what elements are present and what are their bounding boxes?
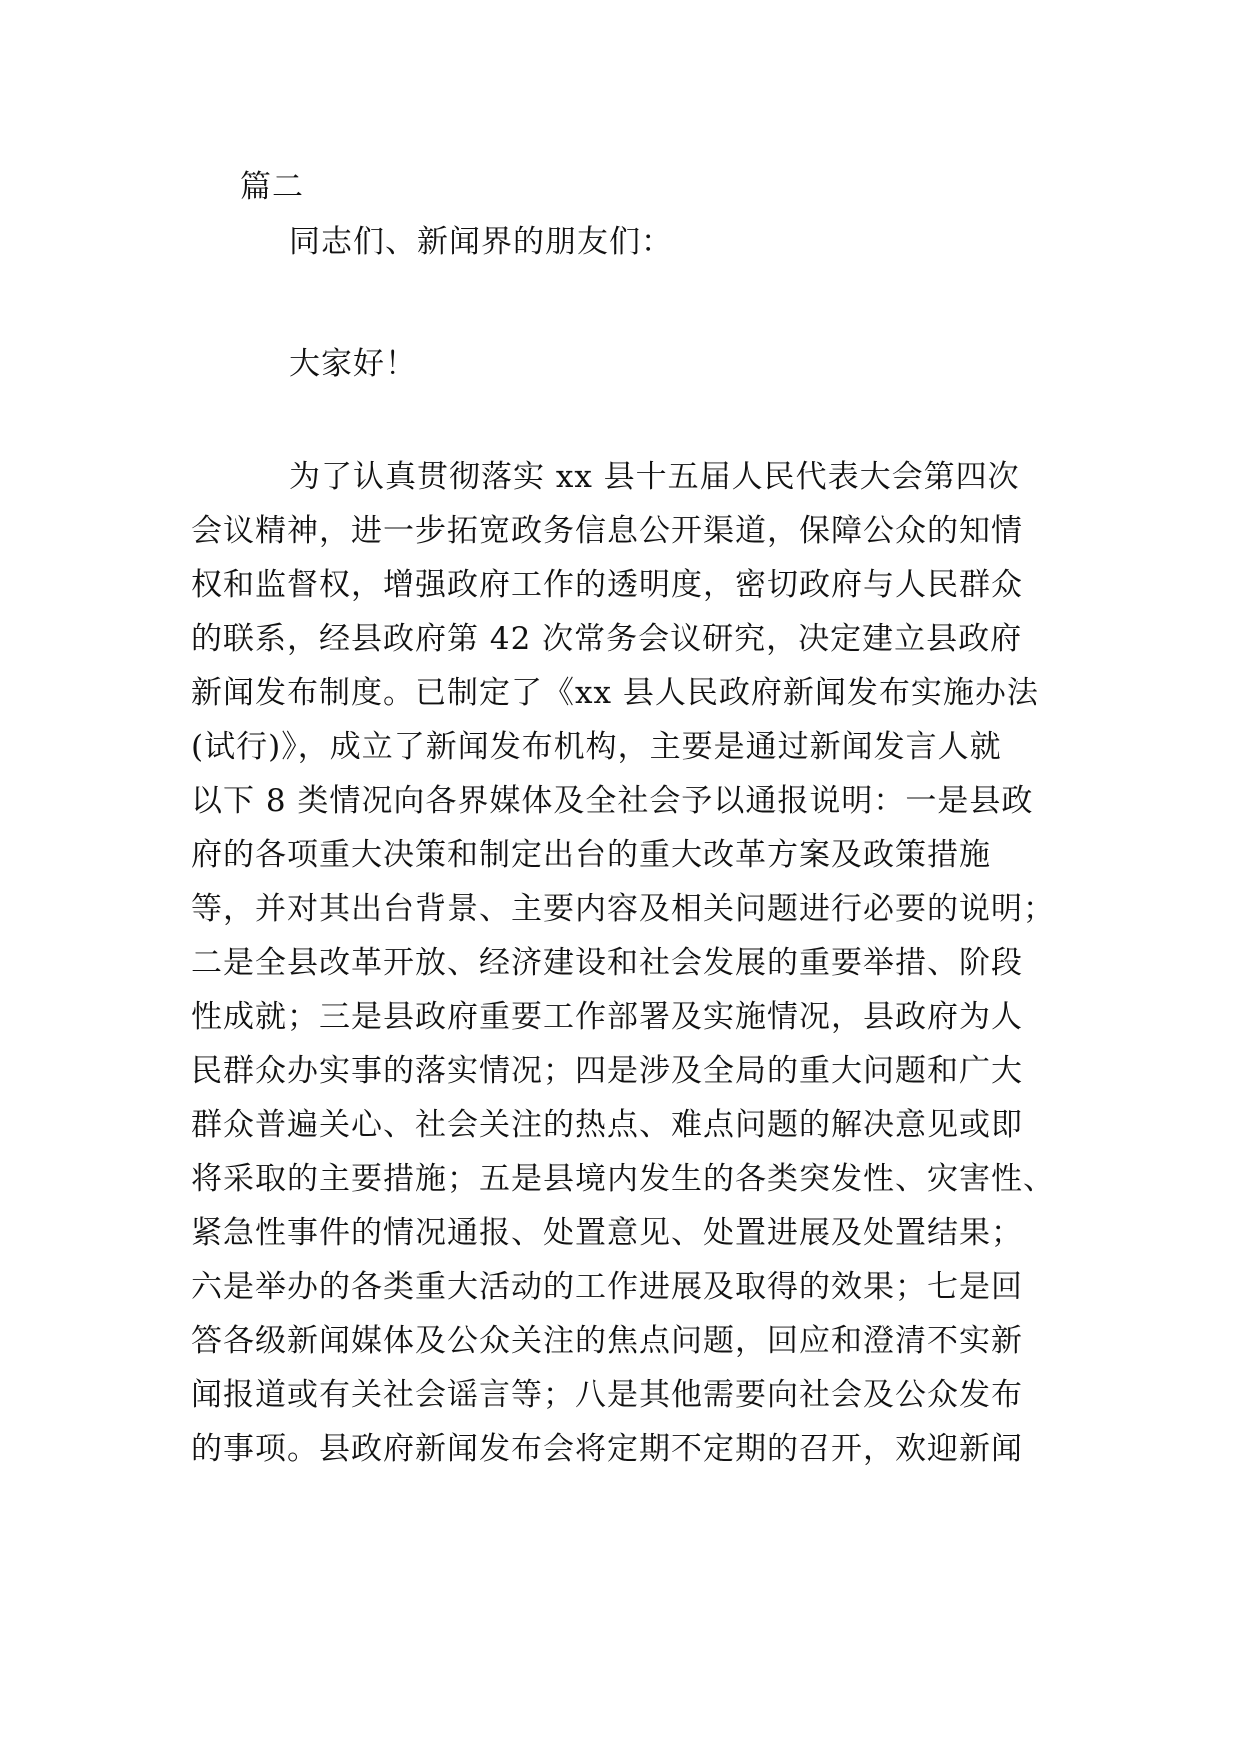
paragraph-line: 权和监督权，增强政府工作的透明度，密切政府与人民群众	[191, 567, 1023, 603]
paragraph-line: 性成就；三是县政府重要工作部署及实施情况，县政府为人	[191, 999, 1023, 1035]
paragraph-line: 为了认真贯彻落实 xx 县十五届人民代表大会第四次	[289, 459, 1020, 495]
paragraph-line: 府的各项重大决策和制定出台的重大改革方案及政策措施	[191, 837, 991, 873]
paragraph-line: 以下 8 类情况向各界媒体及全社会予以通报说明：一是县政	[191, 783, 1034, 819]
section-title: 篇二	[240, 169, 304, 205]
paragraph-line: 答各级新闻媒体及公众关注的焦点问题，回应和澄清不实新	[191, 1323, 1023, 1359]
body-paragraph	[191, 450, 1055, 1476]
paragraph-line: 新闻发布制度。已制定了《xx 县人民政府新闻发布实施办法	[191, 675, 1039, 711]
paragraph-line: 闻报道或有关社会谣言等；八是其他需要向社会及公众发布	[191, 1377, 1023, 1413]
paragraph-line: 等，并对其出台背景、主要内容及相关问题进行必要的说明；	[191, 891, 1055, 927]
paragraph-line: 会议精神，进一步拓宽政务信息公开渠道，保障公众的知情	[191, 513, 1023, 549]
paragraph-line: 民群众办实事的落实情况；四是涉及全局的重大问题和广大	[191, 1053, 1023, 1089]
paragraph-line: 群众普遍关心、社会关注的热点、难点问题的解决意见或即	[191, 1107, 1023, 1143]
paragraph-line: (试行)》，成立了新闻发布机构，主要是通过新闻发言人就	[191, 729, 1002, 765]
paragraph-line: 六是举办的各类重大活动的工作进展及取得的效果；七是回	[191, 1269, 1023, 1305]
paragraph-line: 将采取的主要措施；五是县境内发生的各类突发性、灾害性、	[191, 1161, 1055, 1197]
greeting: 大家好！	[289, 346, 417, 382]
paragraph-line: 紧急性事件的情况通报、处置意见、处置进展及处置结果；	[191, 1215, 1023, 1251]
paragraph-line: 的事项。县政府新闻发布会将定期不定期的召开，欢迎新闻	[191, 1431, 1023, 1467]
paragraph-line: 二是全县改革开放、经济建设和社会发展的重要举措、阶段	[191, 945, 1023, 981]
salutation: 同志们、新闻界的朋友们：	[289, 224, 673, 260]
paragraph-line: 的联系，经县政府第 42 次常务会议研究，决定建立县政府	[191, 621, 1023, 657]
